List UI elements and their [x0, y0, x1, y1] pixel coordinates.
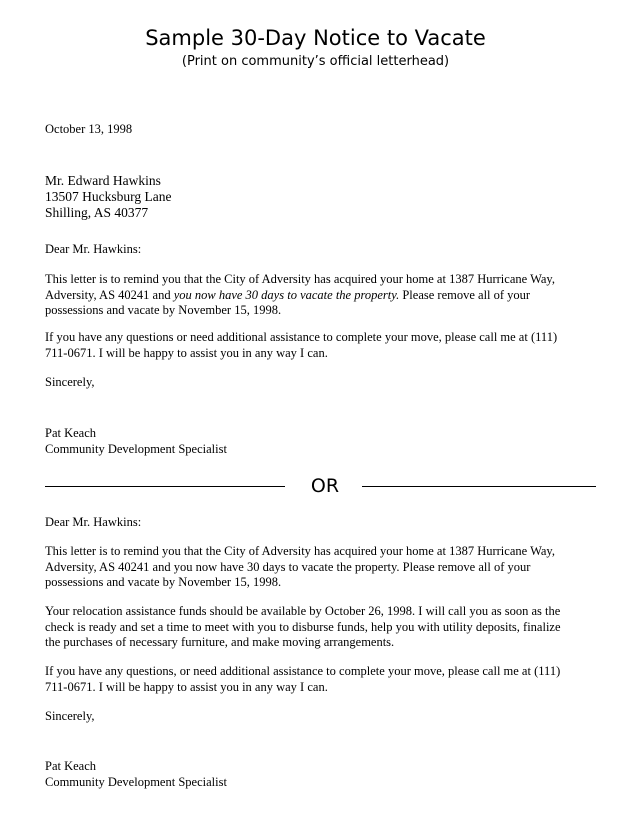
letter-date: October 13, 1998 [45, 122, 133, 136]
paragraph-text: Adversity, AS 40241 and [45, 287, 174, 302]
or-separator: OR [310, 475, 340, 497]
paragraph-line: 711-0671. I will be happy to assist you in any way I can. [45, 345, 328, 360]
paragraph-2-3 [45, 664, 597, 695]
divider-right [362, 486, 596, 487]
recipient-city: Shilling, AS 40377 [45, 205, 149, 220]
closing-1: Sincerely, [45, 375, 95, 389]
paragraph-line: This letter is to remind you that the City of Adversity has acquired your home at 1387 Hurricane Way, [45, 544, 555, 558]
signer-title-2: Community Development Specialist [45, 775, 227, 789]
closing-2: Sincerely, [45, 709, 95, 723]
paragraph-2-2 [45, 604, 597, 651]
paragraph-line: Your relocation assistance funds should be available by October 26, 1998. I will call you as soon as the [45, 604, 561, 618]
salutation-2: Dear Mr. Hawkins: [45, 515, 142, 529]
signer-name-1: Pat Keach [45, 426, 97, 440]
paragraph-line [45, 288, 597, 304]
paragraph-2-1 [45, 544, 597, 591]
paragraph-line: This letter is to remind you that the City of Adversity has acquired your home at 1387 Hurricane Way, [45, 272, 555, 286]
divider-left [45, 486, 285, 487]
salutation-1: Dear Mr. Hawkins: [45, 242, 142, 256]
page-title: Sample 30-Day Notice to Vacate [145, 26, 486, 50]
signer-name-2: Pat Keach [45, 759, 97, 773]
paragraph-line: If you have any questions or need additional assistance to complete your move, please call me at (111) [45, 330, 558, 344]
signer-title-1: Community Development Specialist [45, 442, 227, 456]
paragraph-1-2 [45, 330, 597, 361]
recipient-street: 13507 Hucksburg Lane [45, 189, 172, 204]
paragraph-text: Please remove all of your [399, 287, 531, 302]
page-subtitle: (Print on community’s official letterhead) [181, 54, 450, 69]
paragraph-line: possessions and vacate by November 15, 1998. [45, 303, 282, 317]
paragraph-line: possessions and vacate by November 15, 1998. [45, 575, 282, 589]
italic-emphasis: you now have 30 days to vacate the property. [173, 287, 400, 302]
paragraph-line: If you have any questions, or need additional assistance to complete your move, please call me at (111) [45, 664, 561, 678]
paragraph-line: 711-0671. I will be happy to assist you in any way I can. [45, 679, 328, 694]
recipient-name: Mr. Edward Hawkins [45, 173, 161, 188]
paragraph-line: check is ready and set a time to meet with you to disburse funds, help you with utility deposits, finalize [45, 619, 561, 634]
paragraph-1-1 [45, 272, 597, 319]
paragraph-line: Adversity, AS 40241 and you now have 30 days to vacate the property. Please remove all of your [45, 559, 531, 574]
paragraph-line: the purchases of necessary furniture, and make moving arrangements. [45, 635, 395, 649]
